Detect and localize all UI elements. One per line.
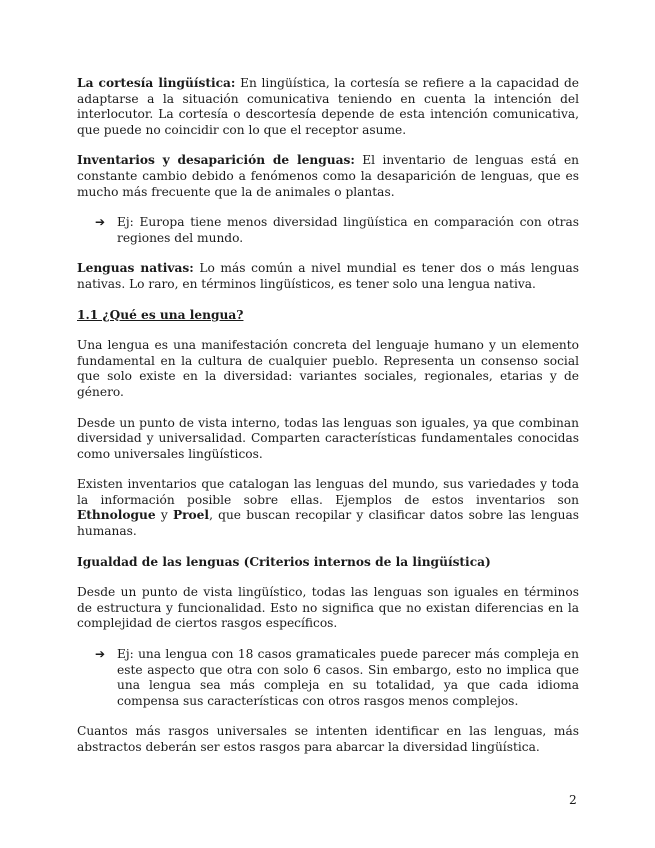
paragraph-text: Lo más común a nivel mundial es tener dos o más lenguas nativas. Lo raro, en términos lingüísticos, es tener solo una lengua nativa. <box>77 261 579 291</box>
paragraph-text: y <box>155 508 173 523</box>
paragraph-text: En lingüística, la cortesía se refiere a la capacidad de adaptarse a la situación comunicativa teniendo en cuenta la intención del interlocutor. La cortesía o descortesía depende de esta intención comunicativa, que puede no coincidir con lo que el receptor asume. <box>77 76 580 137</box>
section-heading-que-es-una-lengua: 1.1 ¿Qué es una lengua? <box>77 307 244 322</box>
paragraph-inventarios-mundo <box>77 477 579 539</box>
arrow-bullet-icon: ➔ <box>95 215 106 230</box>
bullet-europa <box>95 215 579 246</box>
paragraph-rasgos-universales: Cuantos más rasgos universales se intenten identificar en las lenguas, más abstractos deberán ser estos rasgos para abarcar la diversidad lingüística. <box>77 724 579 754</box>
paragraph-inventarios <box>77 153 579 200</box>
bullet-text: Ej: Europa tiene menos diversidad lingüística en comparación con otras regiones del mundo. <box>117 215 579 245</box>
bullet-casos-gramaticales <box>95 647 579 709</box>
document-page <box>77 76 579 771</box>
paragraph-cortesia <box>77 76 579 138</box>
term-cortesia: La cortesía lingüística: <box>77 76 236 90</box>
term-ethnologue: Ethnologue <box>77 508 156 523</box>
page-number: 2 <box>569 793 577 807</box>
section-heading-igualdad: Igualdad de las lenguas (Criterios internos de la lingüística) <box>77 554 491 569</box>
term-proel: Proel <box>172 508 210 523</box>
paragraph-text: , que buscan recopilar y clasificar datos sobre las lenguas humanas. <box>77 508 579 539</box>
paragraph-text: El inventario de lenguas está en constante cambio debido a fenómenos como la desaparición de lenguas, que es mucho más frecuente que la de animales o plantas. <box>77 153 580 199</box>
term-inventarios: Inventarios y desaparición de lenguas: <box>77 153 355 168</box>
bullet-text: Ej: una lengua con 18 casos gramaticales puede parecer más compleja en este aspecto que otra con solo 6 casos. Sin embargo, esto no implica que una lengua sea más compleja en su totalidad, ya que cada idioma compensa sus características con otros rasgos menos complejos. <box>117 647 579 708</box>
arrow-bullet-icon: ➔ <box>95 647 106 662</box>
paragraph-igualdad: Desde un punto de vista lingüístico, todas las lenguas son iguales en términos de estructura y funcionalidad. Esto no significa que no existan diferencias en la complejidad de ciertos rasgos específicos. <box>77 585 579 631</box>
term-lenguas-nativas: Lenguas nativas: <box>77 261 194 276</box>
paragraph-lenguas-nativas <box>77 261 579 292</box>
paragraph-definicion-lengua: Una lengua es una manifestación concreta del lenguaje humano y un elemento fundamental en la cultura de cualquier pueblo. Representa un consenso social que solo existe en la diversidad: variantes sociales, regionales, etarias y de género. <box>77 338 579 399</box>
paragraph-text: Existen inventarios que catalogan las lenguas del mundo, sus variedades y toda la información posible sobre ellas. Ejemplos de estos inventarios son <box>77 477 579 507</box>
paragraph-punto-vista-interno: Desde un punto de vista interno, todas las lenguas son iguales, ya que combinan diversidad y universalidad. Comparten características fundamentales conocidas como universales lingüísticos. <box>77 415 579 461</box>
